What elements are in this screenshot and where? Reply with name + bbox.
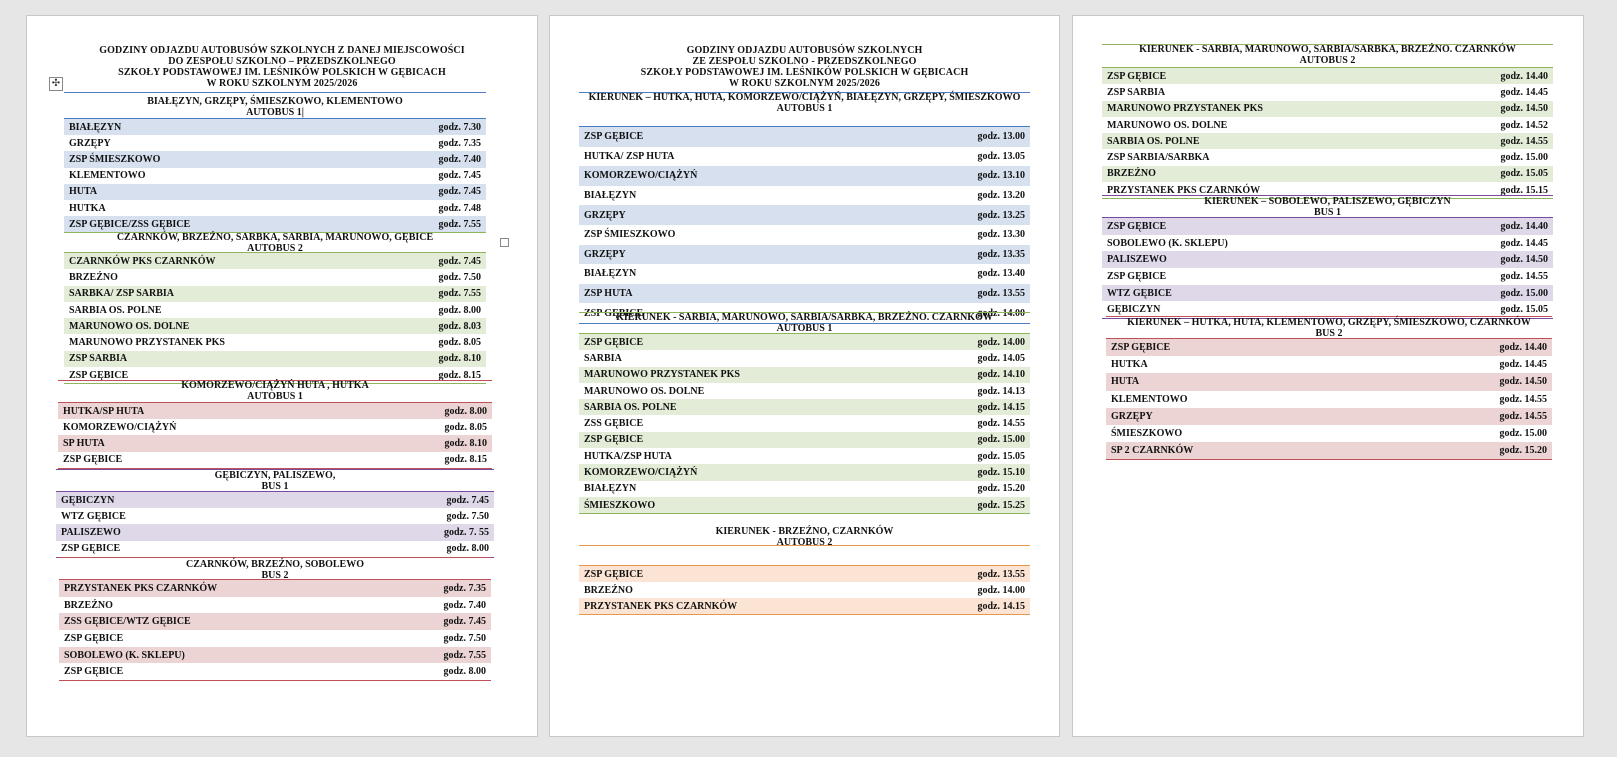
departure-time: godz. 8.00 — [446, 543, 489, 555]
departure-time: godz. 14.55 — [1500, 270, 1548, 282]
table-row — [64, 318, 486, 334]
stop-name: BRZEŹNO — [1107, 168, 1156, 180]
stop-name: MARUNOWO OS. DOLNE — [1107, 119, 1228, 131]
stop-name: HUTKA/SP HUTA — [63, 405, 145, 417]
page1-section-2-timetable — [64, 252, 486, 384]
table-row — [579, 245, 1030, 265]
table-move-handle-icon[interactable]: ✣ — [49, 77, 63, 91]
table-row — [579, 284, 1030, 304]
table-row — [59, 663, 491, 680]
table-row — [64, 184, 486, 200]
departure-time: godz. 14.15 — [977, 600, 1025, 612]
departure-time: godz. 7.45 — [438, 186, 481, 198]
departure-time: godz. 7.50 — [443, 632, 486, 644]
stop-name: BRZEŹNO — [584, 584, 633, 596]
table-row — [1102, 117, 1553, 133]
table-row — [59, 580, 491, 597]
table-row — [56, 541, 494, 557]
section-heading — [1106, 318, 1552, 339]
route-heading: KIERUNEK – HUTKA, HUTA, KLEMENTOWO, GRZĘPY, ŚMIESZKOWO, CZARNKÓW — [1127, 317, 1531, 328]
section-top-rule — [64, 92, 486, 93]
table-row — [1102, 268, 1553, 285]
stop-name: BIAŁĘZYN — [584, 190, 637, 202]
table-row — [579, 350, 1030, 366]
bus-label: BUS 1 — [261, 480, 289, 492]
departure-time: godz. 15.00 — [1499, 428, 1547, 440]
stop-name: KLEMENTOWO — [1111, 393, 1188, 405]
table-row — [64, 269, 486, 285]
stop-name: KOMORZEWO/CIĄŻYŃ — [63, 421, 177, 433]
table-row — [59, 613, 491, 630]
stop-name: HUTKA/ ZSP HUTA — [584, 150, 675, 162]
stop-name: ZSP GĘBICE — [63, 454, 123, 466]
departure-time: godz. 8.15 — [438, 369, 481, 381]
departure-time: godz. 14.45 — [1500, 237, 1548, 249]
section-heading — [56, 471, 494, 492]
table-row — [64, 351, 486, 367]
departure-time: godz. 14.52 — [1500, 119, 1548, 131]
stop-name: ZSP ŚMIESZKOWO — [69, 153, 161, 165]
departure-time: godz. 14.55 — [1500, 135, 1548, 147]
stop-name: GĘBICZYN — [61, 494, 115, 506]
stop-name: GĘBICZYN — [1107, 304, 1161, 316]
table-row — [58, 403, 492, 419]
departure-time: godz. 14.45 — [1499, 359, 1547, 371]
departure-time: godz. 13.10 — [977, 170, 1025, 182]
bus-label: AUTOBUS 1| — [246, 106, 304, 118]
stop-name: ZSP GĘBICE — [1107, 270, 1167, 282]
departure-time: godz. 14.40 — [1499, 342, 1547, 354]
table-row — [579, 334, 1030, 350]
section-heading — [1102, 45, 1553, 66]
departure-time: godz. 7.50 — [446, 510, 489, 522]
table-row — [1102, 251, 1553, 268]
table-row — [579, 367, 1030, 383]
table-row — [64, 200, 486, 216]
document-page-1 — [26, 15, 538, 737]
table-row — [1102, 84, 1553, 100]
departure-time: godz. 14.40 — [1500, 70, 1548, 82]
page-title — [550, 45, 1059, 89]
stop-name: SOBOLEWO (K. SKLEPU) — [64, 649, 185, 661]
departure-time: godz. 13.05 — [977, 150, 1025, 162]
table-row — [1106, 356, 1552, 373]
section-top-rule — [59, 557, 491, 558]
departure-time: godz. 8.00 — [444, 405, 487, 417]
stop-name: ZSP GĘBICE — [584, 307, 644, 319]
departure-time: godz. 13.40 — [977, 268, 1025, 280]
page1-section-3-timetable — [58, 402, 492, 469]
departure-time: godz. 15.10 — [977, 467, 1025, 479]
page2-section-1-timetable — [579, 126, 1030, 324]
stop-name: HUTKA — [1111, 359, 1148, 371]
table-row — [64, 334, 486, 350]
title-line: ZE ZESPOŁU SZKOLNO - PRZEDSZKOLNEGO — [692, 56, 917, 67]
stop-name: SARBIA OS. POLNE — [584, 401, 677, 413]
departure-time: godz. 14.00 — [977, 307, 1025, 319]
table-row — [579, 497, 1030, 513]
title-line: W ROKU SZKOLNYM 2025/2026 — [206, 78, 358, 89]
stop-name: PRZYSTANEK PKS CZARNKÓW — [1107, 184, 1261, 196]
stop-name: GRZĘPY — [584, 248, 626, 260]
stop-name: MARUNOWO OS. DOLNE — [69, 320, 190, 332]
departure-time: godz. 14.40 — [1500, 220, 1548, 232]
bus-label: AUTOBUS 2 — [247, 242, 303, 254]
route-heading: KOMORZEWO/CIĄŻYŃ HUTA , HUTKA — [181, 380, 369, 391]
stop-name: BIAŁĘZYN — [584, 483, 637, 495]
departure-time: godz. 14.50 — [1500, 103, 1548, 115]
departure-time: godz. 14.45 — [1500, 86, 1548, 98]
stop-name: ZSS GĘBICE — [584, 418, 644, 430]
departure-time: godz. 7.30 — [438, 121, 481, 133]
section-heading — [579, 93, 1030, 114]
stop-name: PALISZEWO — [1107, 254, 1167, 266]
title-line: W ROKU SZKOLNYM 2025/2026 — [729, 78, 880, 89]
table-row — [1106, 373, 1552, 390]
departure-time: godz. 8.03 — [438, 320, 481, 332]
table-row — [1102, 149, 1553, 165]
departure-time: godz. 15.00 — [977, 434, 1025, 446]
departure-time: godz. 13.55 — [977, 288, 1025, 300]
departure-time: godz. 14.55 — [977, 418, 1025, 430]
table-row — [579, 205, 1030, 225]
stop-name: ŚMIESZKOWO — [584, 499, 656, 511]
table-row — [1106, 391, 1552, 408]
table-row — [579, 598, 1030, 614]
section-bottom-rule — [579, 513, 1030, 514]
bus-label: BUS 2 — [1315, 327, 1343, 339]
table-row — [59, 597, 491, 614]
table-row — [1102, 101, 1553, 117]
table-resize-handle[interactable] — [500, 238, 509, 247]
stop-name: ZSP GĘBICE — [584, 568, 644, 580]
route-heading: KIERUNEK - SARBIA, MARUNOWO, SARBIA/SARBKA, BRZEŹNO. CZARNKÓW — [1139, 44, 1516, 55]
title-line: SZKOŁY PODSTAWOWEJ IM. LEŚNIKÓW POLSKICH W GĘBICACH — [118, 67, 446, 78]
departure-time: godz. 14.00 — [977, 584, 1025, 596]
stop-name: KOMORZEWO/CIĄŻYŃ — [584, 467, 698, 479]
table-row — [579, 383, 1030, 399]
table-row — [579, 166, 1030, 186]
departure-time: godz. 14.15 — [977, 401, 1025, 413]
departure-time: godz. 14.55 — [1499, 393, 1547, 405]
table-row — [1102, 218, 1553, 235]
table-row — [1102, 68, 1553, 84]
stop-name: MARUNOWO PRZYSTANEK PKS — [584, 369, 740, 381]
table-row — [579, 186, 1030, 206]
departure-time: godz. 13.35 — [977, 248, 1025, 260]
title-line: DO ZESPOŁU SZKOLNO – PRZEDSZKOLNEGO — [168, 56, 396, 67]
section-heading — [59, 560, 491, 581]
departure-time: godz. 8.10 — [438, 353, 481, 365]
stop-name: HUTKA — [69, 202, 106, 214]
section-heading — [58, 381, 492, 402]
bus-label: AUTOBUS 1 — [776, 102, 833, 114]
stop-name: HUTKA/ZSP HUTA — [584, 450, 672, 462]
document-page-3 — [1072, 15, 1584, 737]
table-row — [58, 419, 492, 435]
stop-name: BIAŁĘZYN — [584, 268, 637, 280]
stop-name: ZSP SARBIA — [69, 353, 128, 365]
departure-time: godz. 7.55 — [438, 218, 481, 230]
stop-name: GRZĘPY — [1111, 410, 1153, 422]
stop-name: BRZEŹNO — [64, 599, 113, 611]
stop-name: BRZEŹNO — [69, 271, 118, 283]
stop-name: GRZĘPY — [69, 137, 111, 149]
stop-name: CZARNKÓW PKS CZARNKÓW — [69, 255, 216, 267]
departure-time: godz. 8.05 — [438, 337, 481, 349]
stop-name: ZSP GĘBICE — [64, 666, 124, 678]
title-line: GODZINY ODJAZDU AUTOBUSÓW SZKOLNYCH — [686, 45, 923, 56]
stop-name: SARBIA OS. POLNE — [69, 304, 162, 316]
page-title — [27, 45, 537, 89]
table-row — [579, 582, 1030, 598]
departure-time: godz. 15.05 — [1500, 168, 1548, 180]
table-row — [64, 168, 486, 184]
departure-time: godz. 15.00 — [1500, 152, 1548, 164]
departure-time: godz. 7.45 — [438, 170, 481, 182]
table-row — [59, 647, 491, 664]
stop-name: PALISZEWO — [61, 526, 121, 538]
section-heading — [64, 97, 486, 118]
stop-name: ZSS GĘBICE/WTZ GĘBICE — [64, 616, 191, 628]
section-bottom-rule — [1106, 459, 1552, 460]
departure-time: godz. 15.05 — [1500, 304, 1548, 316]
stop-name: MARUNOWO PRZYSTANEK PKS — [1107, 103, 1263, 115]
page2-section-3-timetable — [579, 565, 1030, 615]
section-bottom-rule — [579, 614, 1030, 615]
stop-name: ZSP SARBIA — [1107, 86, 1166, 98]
stop-name: MARUNOWO OS. DOLNE — [584, 385, 705, 397]
bus-label: BUS 2 — [261, 569, 289, 581]
route-heading: KIERUNEK – SOBOLEWO, PALISZEWO, GĘBICZYN — [1204, 196, 1451, 207]
route-heading: BIAŁĘZYN, GRZĘPY, ŚMIESZKOWO, KLEMENTOWO — [147, 96, 403, 107]
departure-time: godz. 14.10 — [977, 369, 1025, 381]
table-row — [64, 135, 486, 151]
stop-name: MARUNOWO PRZYSTANEK PKS — [69, 337, 225, 349]
departure-time: godz. 7.45 — [438, 255, 481, 267]
bus-label: AUTOBUS 1 — [776, 322, 833, 334]
bus-label: AUTOBUS 2 — [776, 536, 833, 548]
table-row — [59, 630, 491, 647]
table-row — [579, 127, 1030, 147]
table-row — [579, 481, 1030, 497]
stop-name: ZSP GĘBICE — [1107, 70, 1167, 82]
stop-name: SOBOLEWO (K. SKLEPU) — [1107, 237, 1228, 249]
stop-name: HUTA — [69, 186, 98, 198]
table-row — [64, 151, 486, 167]
stop-name: SARBKA/ ZSP SARBIA — [69, 288, 175, 300]
departure-time: godz. 8.05 — [444, 421, 487, 433]
stop-name: ZSP GĘBICE — [1107, 220, 1167, 232]
route-heading: CZARNKÓW, BRZEŹNO, SOBOLEWO — [185, 559, 364, 570]
departure-time: godz. 14.00 — [977, 336, 1025, 348]
departure-time: godz. 14.55 — [1499, 410, 1547, 422]
table-row — [579, 464, 1030, 480]
departure-time: godz. 7.55 — [438, 288, 481, 300]
route-heading: KIERUNEK – HUTKA, HUTA, KOMORZEWO/CIĄŻYŃ, BIAŁĘZYN, GRZĘPY, ŚMIESZKOWO — [588, 92, 1021, 103]
page1-section-1-timetable — [64, 118, 486, 233]
route-heading: CZARNKÓW, BRZEŹNO, SARBKA, SARBIA, MARUNOWO, GĘBICE — [116, 232, 434, 243]
departure-time: godz. 15.25 — [977, 499, 1025, 511]
bus-label: AUTOBUS 1 — [247, 390, 303, 402]
departure-time: godz. 13.00 — [977, 131, 1025, 143]
departure-time: godz. 7.35 — [443, 582, 486, 594]
table-row — [64, 119, 486, 135]
table-row — [1102, 133, 1553, 149]
stop-name: SP 2 CZARNKÓW — [1111, 445, 1194, 457]
departure-time: godz. 7.50 — [438, 271, 481, 283]
stop-name: WTZ GĘBICE — [61, 510, 126, 522]
stop-name: ZSP GĘBICE — [584, 434, 644, 446]
stop-name: ZSP GĘBICE — [584, 131, 644, 143]
table-row — [579, 264, 1030, 284]
stop-name: GRZĘPY — [584, 209, 626, 221]
table-row — [1102, 166, 1553, 182]
stop-name: ZSP GĘBICE/ZSS GĘBICE — [69, 218, 191, 230]
table-row — [579, 147, 1030, 167]
stop-name: ZSP SARBIA/SARBKA — [1107, 152, 1210, 164]
stop-name: PRZYSTANEK PKS CZARNKÓW — [64, 582, 218, 594]
table-row — [64, 286, 486, 302]
departure-time: godz. 13.25 — [977, 209, 1025, 221]
departure-time: godz. 7.45 — [443, 616, 486, 628]
document-page-2 — [549, 15, 1060, 737]
departure-time: godz. 8.10 — [444, 437, 487, 449]
table-row — [579, 415, 1030, 431]
departure-time: godz. 7.35 — [438, 137, 481, 149]
section-heading — [1102, 197, 1553, 218]
table-row — [58, 435, 492, 451]
section-heading — [64, 233, 486, 254]
table-row — [1106, 442, 1552, 459]
section-heading — [579, 313, 1030, 334]
table-row — [56, 524, 494, 540]
departure-time: godz. 7.40 — [443, 599, 486, 611]
departure-time: godz. 7.45 — [446, 494, 489, 506]
route-heading: GĘBICZYN, PALISZEWO, — [214, 470, 336, 481]
stop-name: ZSP GĘBICE — [584, 336, 644, 348]
departure-time: godz. 8.00 — [438, 304, 481, 316]
departure-time: godz. 15.15 — [1500, 184, 1548, 196]
title-line: GODZINY ODJAZDU AUTOBUSÓW SZKOLNYCH Z DANEJ MIEJSCOWOŚCI — [99, 45, 465, 56]
stop-name: HUTA — [1111, 376, 1140, 388]
stop-name: ZSP HUTA — [584, 288, 633, 300]
departure-time: godz. 13.20 — [977, 190, 1025, 202]
bus-label: AUTOBUS 2 — [1299, 54, 1356, 66]
stop-name: SP HUTA — [63, 437, 105, 449]
stop-name: ZSP GĘBICE — [64, 632, 124, 644]
table-row — [579, 432, 1030, 448]
departure-time: godz. 7.48 — [438, 202, 481, 214]
page2-section-2-timetable — [579, 333, 1030, 514]
page3-section-3-timetable — [1106, 338, 1552, 460]
departure-time: godz. 7.40 — [438, 153, 481, 165]
stop-name: SARBIA OS. POLNE — [1107, 135, 1200, 147]
table-row — [579, 448, 1030, 464]
departure-time: godz. 15.20 — [977, 483, 1025, 495]
table-row — [579, 566, 1030, 582]
table-row — [1106, 408, 1552, 425]
stop-name: ZSP GĘBICE — [61, 543, 121, 555]
table-row — [1106, 425, 1552, 442]
page3-section-2-timetable — [1102, 217, 1553, 319]
stop-name: KOMORZEWO/CIĄŻYŃ — [584, 170, 698, 182]
route-heading: KIERUNEK - BRZEŹNO, CZARNKÓW — [715, 526, 894, 537]
departure-time: godz. 14.13 — [977, 385, 1025, 397]
table-row — [579, 399, 1030, 415]
departure-time: godz. 15.20 — [1499, 445, 1547, 457]
stop-name: ZSP GĘBICE — [69, 369, 129, 381]
departure-time: godz. 14.50 — [1499, 376, 1547, 388]
bus-label: BUS 1 — [1314, 206, 1341, 218]
table-row — [579, 225, 1030, 245]
stop-name: BIAŁĘZYN — [69, 121, 122, 133]
stop-name: ZSP ŚMIESZKOWO — [584, 229, 676, 241]
table-row — [1106, 339, 1552, 356]
departure-time: godz. 15.00 — [1500, 287, 1548, 299]
stop-name: PRZYSTANEK PKS CZARNKÓW — [584, 600, 738, 612]
stop-name: ZSP GĘBICE — [1111, 342, 1171, 354]
table-row — [64, 302, 486, 318]
departure-time: godz. 14.05 — [977, 352, 1025, 364]
page3-section-1-timetable — [1102, 67, 1553, 199]
section-heading — [579, 527, 1030, 548]
departure-time: godz. 8.15 — [444, 454, 487, 466]
stop-name: KLEMENTOWO — [69, 170, 146, 182]
title-line: SZKOŁY PODSTAWOWEJ IM. LEŚNIKÓW POLSKICH W GĘBICACH — [640, 67, 969, 78]
table-row — [1102, 235, 1553, 252]
departure-time: godz. 7.55 — [443, 649, 486, 661]
page1-section-5-timetable — [59, 579, 491, 681]
departure-time: godz. 7. 55 — [444, 526, 489, 538]
page1-section-4-timetable — [56, 491, 494, 558]
route-heading: KIERUNEK - SARBIA, MARUNOWO, SARBIA/SARBKA, BRZEŹNO. CZARNKÓW — [616, 312, 993, 323]
stop-name: WTZ GĘBICE — [1107, 287, 1172, 299]
stop-name: SARBIA — [584, 352, 622, 364]
departure-time: godz. 15.05 — [977, 450, 1025, 462]
table-row — [1102, 285, 1553, 302]
departure-time: godz. 8.00 — [443, 666, 486, 678]
section-bottom-rule — [59, 680, 491, 681]
table-row — [64, 253, 486, 269]
stop-name: ŚMIESZKOWO — [1111, 428, 1183, 440]
departure-time: godz. 14.50 — [1500, 254, 1548, 266]
departure-time: godz. 13.55 — [977, 568, 1025, 580]
table-row — [56, 508, 494, 524]
table-row — [64, 216, 486, 232]
departure-time: godz. 13.30 — [977, 229, 1025, 241]
table-row — [58, 452, 492, 468]
table-row — [56, 492, 494, 508]
